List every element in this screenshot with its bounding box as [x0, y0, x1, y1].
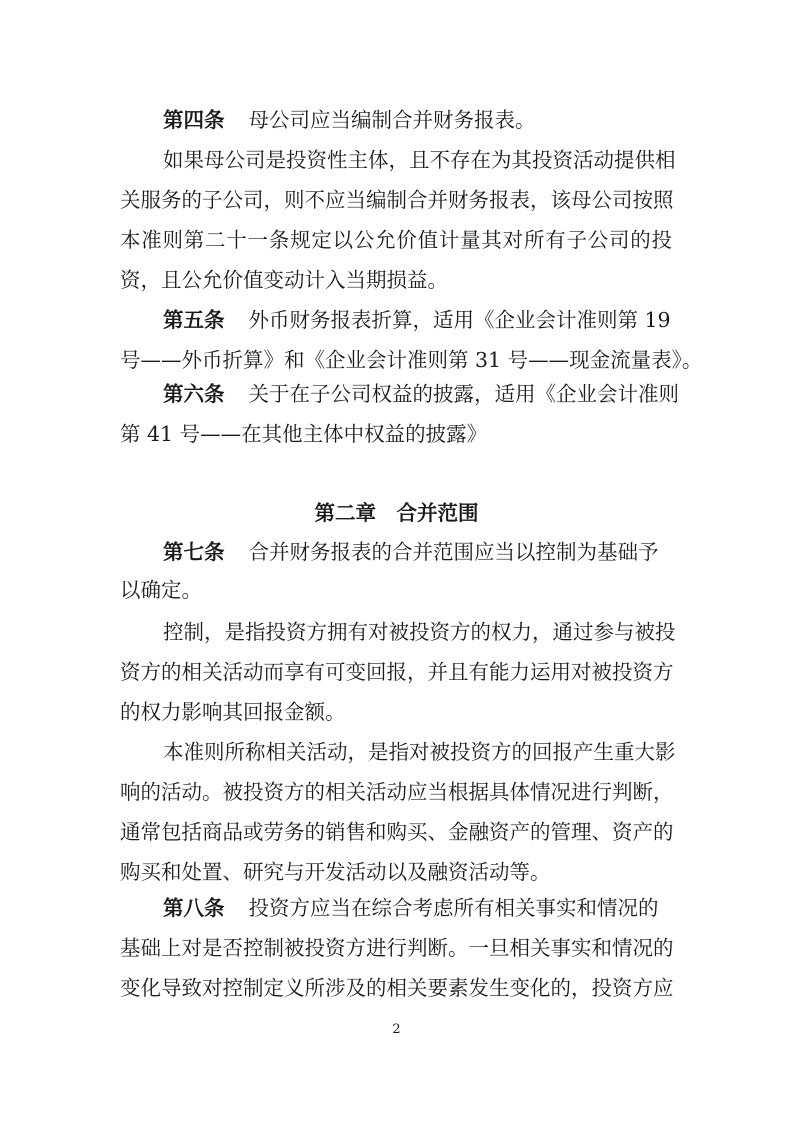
paragraph-line: 关服务的子公司，则不应当编制合并财务报表，该母公司按照	[120, 188, 674, 212]
paragraph-line: 基础上对是否控制被投资方进行判断。一旦相关事实和情况的	[120, 936, 674, 960]
paragraph-line: 第 41 号——在其他主体中权益的披露》	[120, 422, 488, 446]
paragraph-line: 本准则第二十一条规定以公允价值计量其对所有子公司的投	[120, 228, 672, 252]
article-5-text: 外币财务报表折算，适用《企业会计准则第 19	[248, 308, 671, 332]
paragraph-line: 号——外币折算》和《企业会计准则第 31 号——现金流量表》。	[120, 348, 703, 372]
article-6-label: 第六条	[163, 382, 225, 406]
article-4-label: 第四条	[163, 108, 225, 132]
paragraph-line: 变化导致对控制定义所涉及的相关要素发生变化的，投资方应	[120, 976, 674, 1000]
article-5-line	[120, 300, 672, 340]
article-4-text: 母公司应当编制合并财务报表。	[248, 108, 536, 132]
article-7-line	[120, 532, 672, 572]
article-7-label: 第七条	[163, 540, 225, 564]
article-7-text: 合并财务报表的合并范围应当以控制为基础予	[248, 540, 659, 564]
paragraph-line: 如果母公司是投资性主体，且不存在为其投资活动提供相	[163, 148, 676, 172]
article-8-label: 第八条	[163, 896, 225, 920]
paragraph-line: 通常包括商品或劳务的销售和购买、金融资产的管理、资产的	[120, 820, 674, 844]
article-5-label: 第五条	[163, 308, 225, 332]
paragraph-line: 资方的相关活动而享有可变回报，并且有能力运用对被投资方	[120, 660, 674, 684]
article-4-line	[120, 100, 672, 140]
paragraph-line: 的权力影响其回报金额。	[120, 700, 346, 724]
paragraph-line: 购买和处置、研究与开发活动以及融资活动等。	[120, 860, 551, 884]
page-number: 2	[392, 1022, 401, 1037]
article-6-line	[120, 374, 679, 414]
paragraph-line: 响的活动。被投资方的相关活动应当根据具体情况进行判断，	[120, 780, 674, 804]
paragraph-line: 资，且公允价值变动计入当期损益。	[120, 268, 448, 292]
article-6-text: 关于在子公司权益的披露，适用《企业会计准则	[248, 382, 679, 406]
chapter-heading: 第二章 合并范围	[314, 501, 479, 525]
article-8-line	[120, 888, 672, 928]
paragraph-line: 以确定。	[120, 578, 202, 602]
paragraph-line: 本准则所称相关活动，是指对被投资方的回报产生重大影	[163, 740, 676, 764]
article-8-text: 投资方应当在综合考虑所有相关事实和情况的	[248, 896, 659, 920]
paragraph-line: 控制，是指投资方拥有对被投资方的权力，通过参与被投	[163, 620, 676, 644]
